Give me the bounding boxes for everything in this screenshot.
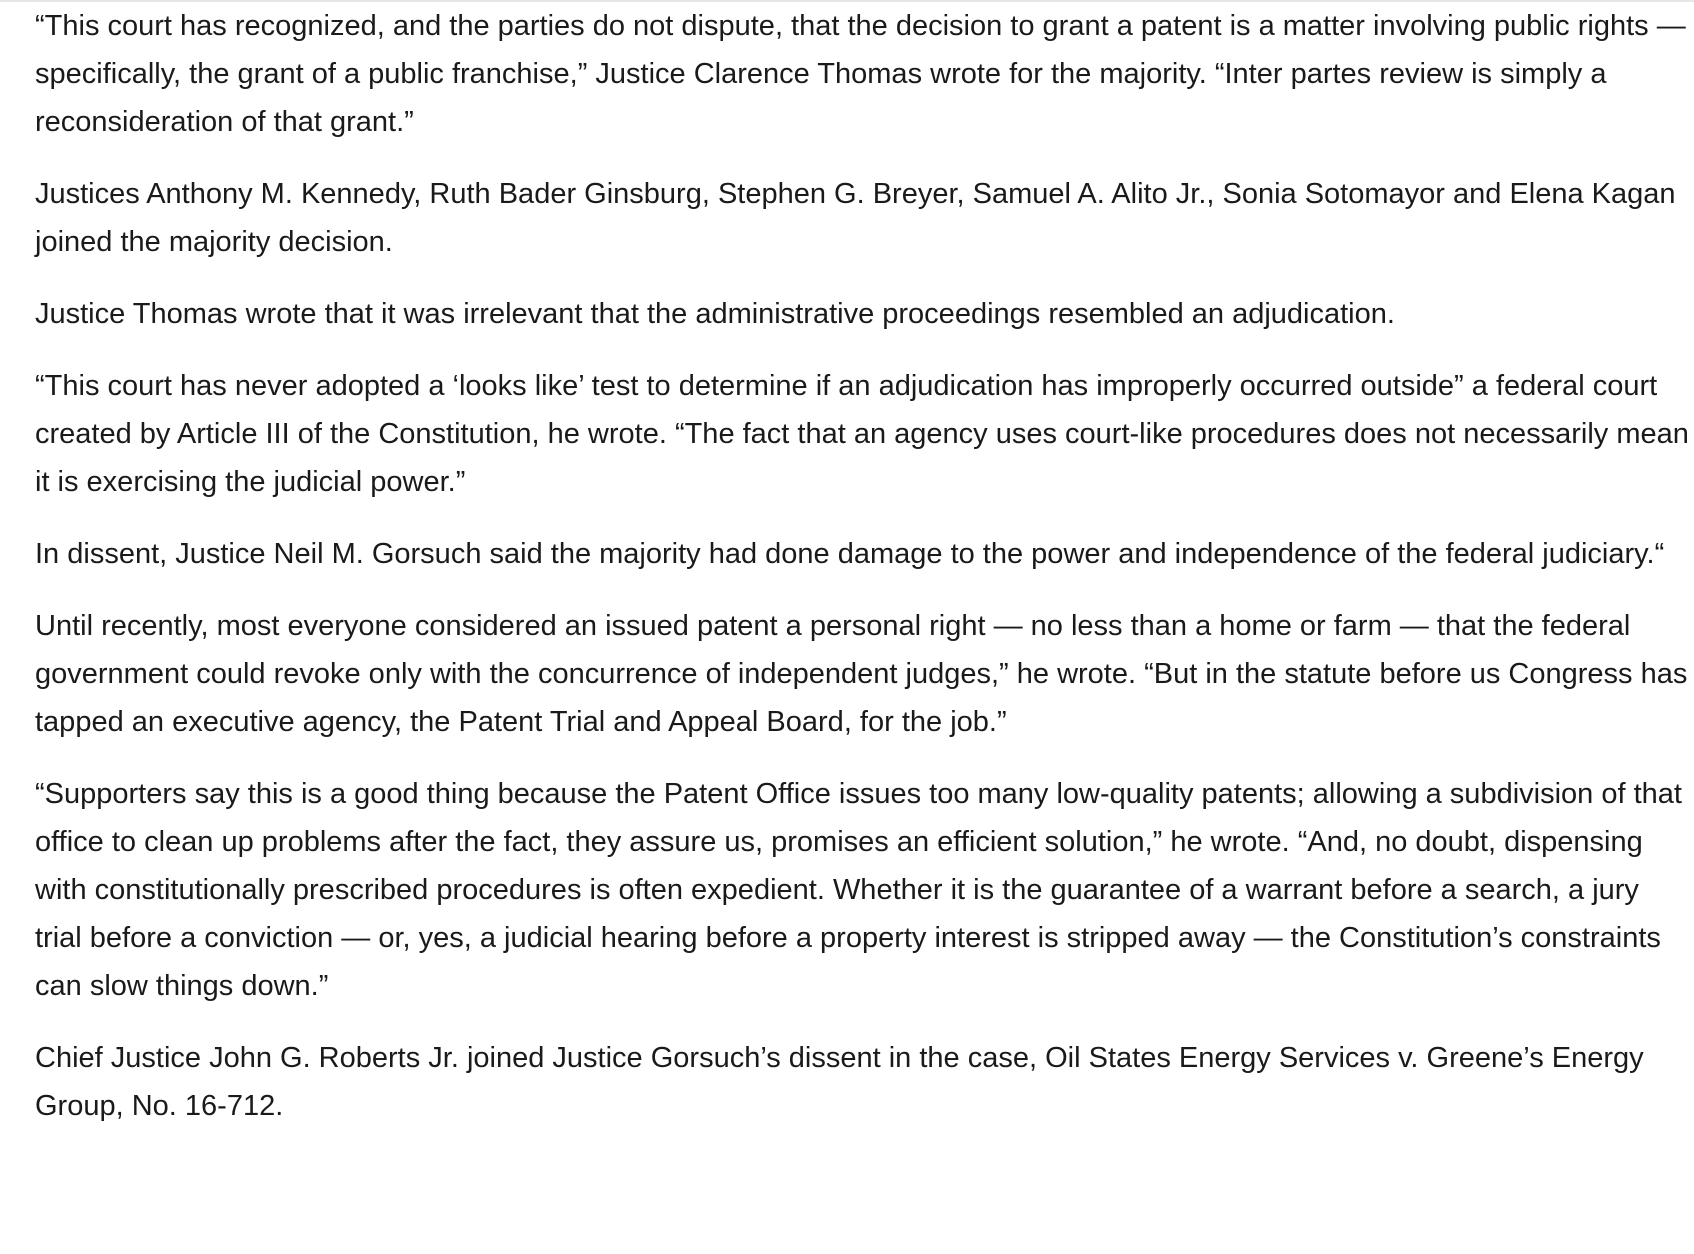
paragraph-majority-quote: “This court has recognized, and the parties do not dispute, that the decision to grant a patent is a matter involving public rights — specifically, the grant of a public franchise,” Justice Clarence Thomas wrote for the majority. “Inter partes review is simply a reconsideration of that grant.” (35, 10, 1686, 138)
paragraph-thomas-irrelevant: Justice Thomas wrote that it was irrelevant that the administrative proceedings resembled an adjudication. (35, 298, 1395, 330)
paragraph-justices-joined: Justices Anthony M. Kennedy, Ruth Bader Ginsburg, Stephen G. Breyer, Samuel A. Alito Jr., Sonia Sotomayor and Elena Kagan joined the majority decision. (35, 178, 1676, 258)
paragraph-personal-right: Until recently, most everyone considered an issued patent a personal right — no less than a home or farm — that the federal government could revoke only with the concurrence of independent judges,” he wrote. “But in the statute before us Congress has tapped an executive agency, the Patent Trial and Appeal Board, for the job.” (35, 610, 1688, 738)
paragraph-roberts-joined: Chief Justice John G. Roberts Jr. joined Justice Gorsuch’s dissent in the case, Oil States Energy Services v. Greene’s Energy Group, No. 16-712. (35, 1042, 1644, 1122)
paragraph-gorsuch-dissent: In dissent, Justice Neil M. Gorsuch said the majority had done damage to the power and independence of the federal judiciary.“ (35, 538, 1665, 570)
paragraph-looks-like-test: “This court has never adopted a ‘looks like’ test to determine if an adjudication has improperly occurred outside” a federal court created by Article III of the Constitution, he wrote. “The fact that an agency uses court-like procedures does not necessarily mean it is exercising the judicial power.” (35, 370, 1689, 498)
article-body (35, 2, 1690, 1154)
paragraph-supporters-say: “Supporters say this is a good thing because the Patent Office issues too many low-quality patents; allowing a subdivision of that office to clean up problems after the fact, they assure us, promises an efficient solution,” he wrote. “And, no doubt, dispensing with constitutionally prescribed procedures is often expedient. Whether it is the guarantee of a warrant before a search, a jury trial before a conviction — or, yes, a judicial hearing before a property interest is stripped away — the Constitution’s constraints can slow things down.” (35, 778, 1682, 1002)
